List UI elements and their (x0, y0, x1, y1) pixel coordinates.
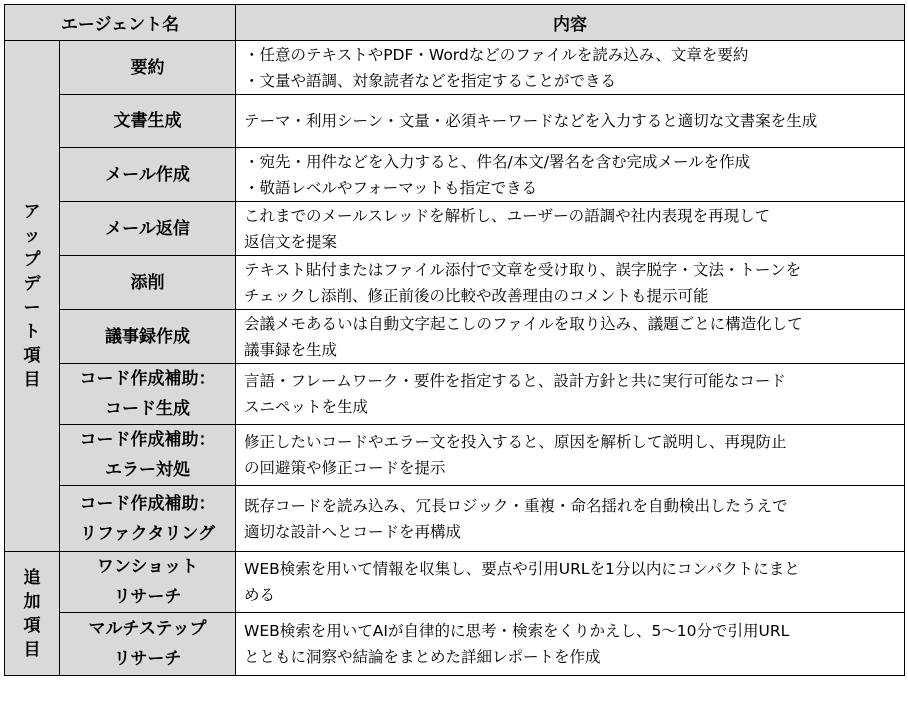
agent-name-cell (60, 486, 236, 552)
agent-name-cell (60, 552, 236, 613)
agent-table (4, 4, 905, 676)
agent-description-line: の回避策や修正コードを提示 (244, 459, 446, 477)
table-body (5, 41, 905, 676)
agent-name-line: コード作成補助： (79, 430, 216, 450)
group-label-char: 加 (23, 591, 41, 612)
agent-name-line: 文書生成 (113, 111, 182, 131)
table-row (5, 425, 905, 486)
agent-description-cell (236, 552, 905, 613)
agent-name-cell (60, 148, 236, 202)
agent-name-cell (60, 425, 236, 486)
agent-name-line: リファクタリング (80, 523, 215, 544)
table-row (5, 95, 905, 148)
group-label-added (5, 552, 60, 676)
agent-description-cell (236, 613, 905, 676)
agent-description-cell (236, 95, 905, 148)
group-label-char: ッ (23, 226, 41, 246)
agent-name-line: 要約 (130, 57, 165, 78)
group-label-char: 項 (23, 346, 41, 366)
table-row (5, 552, 905, 613)
agent-name-line: メール返信 (105, 218, 190, 239)
table-row (5, 148, 905, 202)
group-label-char: 項 (23, 615, 41, 636)
agent-description-line: 修正したいコードやエラー文を投入すると、原因を解析して説明し、再現防止 (244, 433, 787, 451)
agent-name-cell (60, 41, 236, 95)
table-row (5, 364, 905, 425)
table-row (5, 202, 905, 256)
agent-description-line: WEB検索を用いてAIが自律的に思考・検索をくりかえし、5～10分で引用URL (244, 622, 790, 640)
agent-description-cell (236, 486, 905, 552)
agent-description-line: ・敬語レベルやフォーマットも指定できる (244, 178, 538, 197)
table-row (5, 41, 905, 95)
group-label-char: ー (23, 298, 41, 318)
agent-description-line: これまでのメールスレッドを解析し、ユーザーの語調や社内表現を再現して (244, 206, 771, 225)
group-label-char: プ (23, 250, 41, 270)
group-label-char: 目 (23, 639, 41, 660)
group-label-char: デ (23, 274, 41, 294)
agent-name-line: ワンショット (96, 557, 199, 577)
group-label-update (5, 41, 60, 552)
header-row (5, 5, 905, 41)
table-row (5, 613, 905, 676)
agent-description-line: 適切な設計へとコードを再構成 (244, 522, 462, 541)
agent-name-cell (60, 310, 236, 364)
agent-name-line: コード生成 (105, 399, 190, 419)
agent-description-line: 言語・フレームワーク・要件を指定すると、設計方針と共に実行可能なコード (244, 372, 786, 390)
agent-name-cell (60, 613, 236, 676)
agent-name-line: エラー対処 (105, 460, 190, 480)
header-agent-name: エージェント名 (5, 5, 236, 41)
agent-name-line: 添削 (130, 272, 165, 293)
agent-description-cell (236, 310, 905, 364)
group-label-char: ア (23, 202, 41, 222)
agent-description-line: とともに洞察や結論をまとめた詳細レポートを作成 (244, 648, 601, 666)
agent-name-line: マルチステップ (88, 619, 207, 639)
agent-description-cell (236, 256, 905, 310)
group-label-char: 目 (23, 370, 41, 390)
agent-name-line: 議事録作成 (105, 326, 190, 347)
table-row (5, 310, 905, 364)
group-label-char: ト (23, 322, 41, 342)
agent-description-line: ・任意のテキストやPDF・Wordなどのファイルを読み込み、文章を要約 (244, 45, 749, 64)
agent-description-line: WEB検索を用いて情報を収集し、要点や引用URLを1分以内にコンパクトにまと (244, 560, 800, 578)
agent-name-line: メール作成 (105, 164, 190, 185)
agent-name-line: リサーチ (113, 587, 182, 607)
agent-description-line: ・宛先・用件などを入力すると、件名/本文/署名を含む完成メールを作成 (244, 152, 751, 171)
agent-description-cell (236, 425, 905, 486)
agent-description-line: 既存コードを読み込み、冗長ロジック・重複・命名揺れを自動検出したうえで (244, 496, 788, 515)
agent-name-line: コード作成補助： (79, 369, 216, 389)
agent-description-cell (236, 148, 905, 202)
table-row (5, 486, 905, 552)
agent-description-line: チェックし添削、修正前後の比較や改善理由のコメントも提示可能 (244, 286, 709, 305)
agent-description-line: ・文量や語調、対象読者などを指定することができる (244, 71, 617, 90)
agent-description-cell (236, 202, 905, 256)
agent-description-line: 返信文を提案 (244, 232, 338, 251)
agent-description-cell (236, 364, 905, 425)
agent-description-line: テーマ・利用シーン・文量・必須キーワードなどを入力すると適切な文書案を生成 (244, 112, 818, 130)
agent-description-line: テキスト貼付またはファイル添付で文章を受け取り、誤字脱字・文法・トーンを (244, 260, 802, 279)
agent-description-cell (236, 41, 905, 95)
group-label-char: 追 (23, 567, 41, 588)
agent-name-line: リサーチ (113, 649, 182, 669)
agent-description-line: 会議メモあるいは自動文字起こしのファイルを取り込み、議題ごとに構造化して (244, 314, 803, 333)
header-content: 内容 (236, 5, 905, 41)
agent-description-line: める (244, 586, 276, 604)
agent-description-line: スニペットを生成 (244, 398, 369, 416)
agent-name-cell (60, 364, 236, 425)
agent-name-line: コード作成補助： (79, 493, 216, 514)
agent-name-cell (60, 95, 236, 148)
agent-name-cell (60, 256, 236, 310)
agent-name-cell (60, 202, 236, 256)
table-row (5, 256, 905, 310)
agent-description-line: 議事録を生成 (244, 340, 338, 359)
